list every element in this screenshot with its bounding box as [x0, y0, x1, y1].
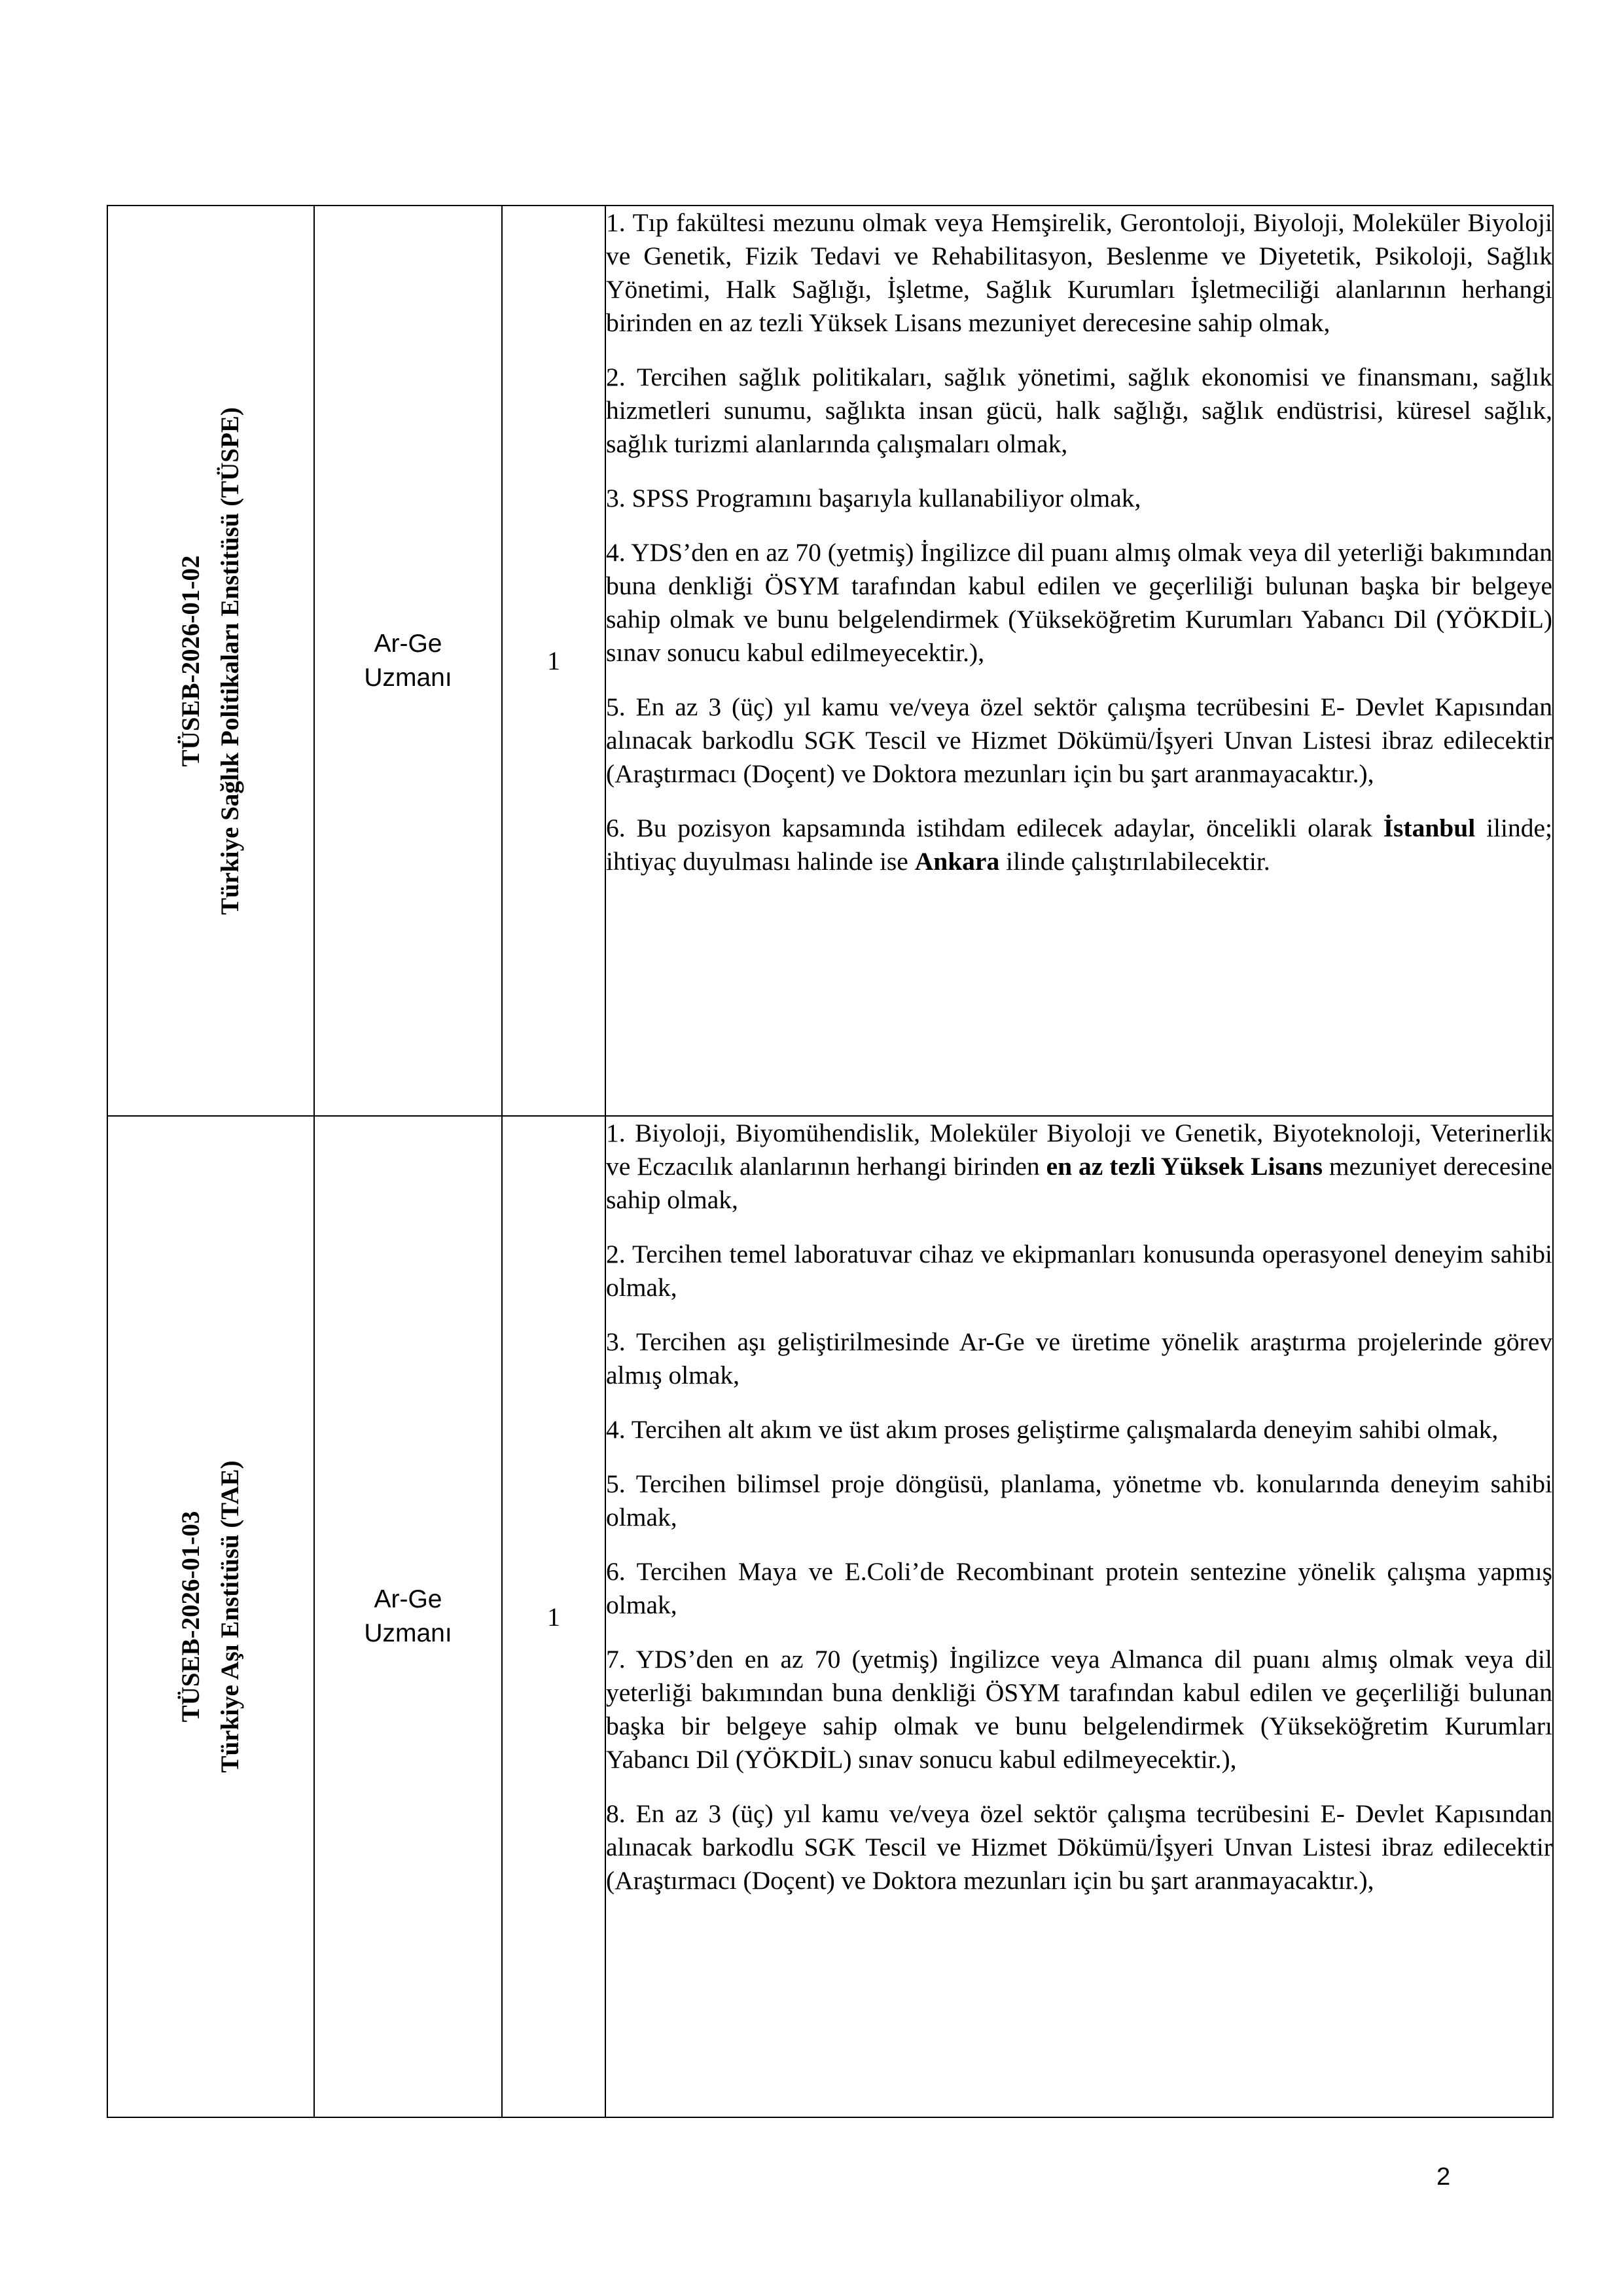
requirement-item	[606, 1555, 1552, 1622]
requirement-item	[606, 206, 1552, 340]
requirement-text: 6. Tercihen Maya ve E.Coli’de Recombinant protein sentezine yönelik çalışma yapmış olmak,	[606, 1557, 1552, 1619]
position-title-line: Ar-Ge	[374, 1585, 442, 1613]
institute-cell	[107, 1116, 314, 2117]
requirement-emphasis: İstanbul	[1383, 814, 1476, 842]
position-code: TÜSEB-2026-01-03	[177, 1511, 205, 1723]
requirements-cell	[605, 1116, 1553, 2117]
page-number: 2	[1436, 2163, 1451, 2191]
institute-name: Türkiye Aşı Enstitüsü (TAE)	[216, 1460, 244, 1773]
requirement-text: 4. YDS’den en az 70 (yetmiş) İngilizce dil puanı almış olmak veya dil yeterliği bakımından buna denkliği ÖSYM tarafından kabul edilen ve geçerliliği bulunan başka bir belgeye sahip olmak ve bunu belgelendirmek (Yükseköğretim Kurumları Yabancı Dil (YÖKDİL) sınav sonucu kabul edilmeyecektir.),	[606, 538, 1552, 667]
requirement-item	[606, 536, 1552, 670]
requirement-item	[606, 1325, 1552, 1392]
requirement-text: 5. En az 3 (üç) yıl kamu ve/veya özel sektör çalışma tecrübesini E- Devlet Kapısından alınacak barkodlu SGK Tescil ve Hizmet Dökümü/İşyeri Unvan Listesi ibraz edilecektir (Araştırmacı (Doçent) ve Doktora mezunları için bu şart aranmayacaktır.),	[606, 692, 1552, 788]
position-code: TÜSEB-2026-01-02	[177, 555, 205, 766]
requirement-text: 2. Tercihen temel laboratuvar cihaz ve ekipmanları konusunda operasyonel deneyim sahibi olmak,	[606, 1240, 1552, 1302]
requirement-emphasis: Ankara	[914, 847, 1000, 876]
requirement-emphasis: en az tezli Yüksek Lisans	[1046, 1152, 1323, 1181]
requirement-text: 1. Tıp fakültesi mezunu olmak veya Hemşirelik, Gerontoloji, Biyoloji, Moleküler Biyoloji ve Genetik, Fizik Tedavi ve Rehabilitasyon, Beslenme ve Diyetetik, Psikoloji, Sağlık Yönetimi, Halk Sağlığı, İşletme, Sağlık Kurumları İşletmeciliği alanlarının herhangi birinden en az tezli Yüksek Lisans mezuniyet derecesine sahip olmak,	[606, 208, 1552, 337]
position-title-cell	[314, 206, 502, 1116]
requirement-item	[606, 691, 1552, 791]
institute-name: Türkiye Sağlık Politikaları Enstitüsü (TÜSPE)	[216, 406, 244, 915]
requirement-text: 7. YDS’den en az 70 (yetmiş) İngilizce veya Almanca dil puanı almış olmak veya dil yeterliği bakımından buna denkliği ÖSYM tarafından kabul edilen ve geçerliliği bulunan başka bir belgeye sahip olmak ve bunu belgelendirmek (Yükseköğretim Kurumları Yabancı Dil (YÖKDİL) sınav sonucu kabul edilmeyecektir.),	[606, 1645, 1552, 1774]
requirements-cell	[605, 206, 1553, 1116]
requirement-text: 8. En az 3 (üç) yıl kamu ve/veya özel sektör çalışma tecrübesini E- Devlet Kapısından alınacak barkodlu SGK Tescil ve Hizmet Dökümü/İşyeri Unvan Listesi ibraz edilecektir (Araştırmacı (Doçent) ve Doktora mezunları için bu şart aranmayacaktır.),	[606, 1799, 1552, 1895]
table-row	[107, 206, 1553, 1116]
requirement-text: 2. Tercihen sağlık politikaları, sağlık yönetimi, sağlık ekonomisi ve finansmanı, sağlık hizmetleri sunumu, sağlıkta insan gücü, halk sağlığı, sağlık endüstrisi, küresel sağlık, sağlık turizmi alanlarında çalışmaları olmak,	[606, 363, 1552, 458]
requirement-item	[606, 1413, 1552, 1446]
table-row	[107, 1116, 1553, 2117]
position-title-line: Uzmanı	[364, 1619, 452, 1647]
requirement-item	[606, 482, 1552, 515]
position-title-cell	[314, 1116, 502, 2117]
position-title-line: Ar-Ge	[374, 629, 442, 658]
institute-cell	[107, 206, 314, 1116]
positions-table	[107, 205, 1554, 2118]
requirement-text: ilinde çalıştırılabilecektir.	[999, 847, 1270, 876]
requirement-text: 3. SPSS Programını başarıyla kullanabiliyor olmak,	[606, 484, 1141, 512]
requirement-item	[606, 1467, 1552, 1534]
requirement-text: 4. Tercihen alt akım ve üst akım proses geliştirme çalışmalarda deneyim sahibi olmak,	[606, 1415, 1499, 1444]
position-count: 1	[502, 1116, 605, 2117]
requirement-item	[606, 1117, 1552, 1217]
requirement-item	[606, 1797, 1552, 1897]
requirement-text: 3. Tercihen aşı geliştirilmesinde Ar-Ge ve üretime yönelik araştırma projelerinde görev almış olmak,	[606, 1327, 1552, 1390]
position-title-line: Uzmanı	[364, 663, 452, 692]
requirement-text: mezuniyet derecesine sahip olmak,	[606, 1152, 1552, 1214]
requirement-text: 1. Biyoloji, Biyomühendislik, Moleküler Biyoloji ve Genetik, Biyoteknoloji, Veterinerlik ve Eczacılık alanlarının herhangi birinden	[606, 1119, 1552, 1181]
requirement-item	[606, 1238, 1552, 1304]
requirement-text: 6. Bu pozisyon kapsamında istihdam edilecek adaylar, öncelikli olarak	[606, 814, 1383, 842]
requirement-text: 5. Tercihen bilimsel proje döngüsü, planlama, yönetme vb. konularında deneyim sahibi olmak,	[606, 1469, 1552, 1532]
requirement-item	[606, 812, 1552, 878]
requirement-text: ilinde; ihtiyaç duyulması halinde ise	[606, 814, 1552, 876]
position-count: 1	[502, 206, 605, 1116]
requirement-item	[606, 361, 1552, 461]
requirement-item	[606, 1643, 1552, 1776]
